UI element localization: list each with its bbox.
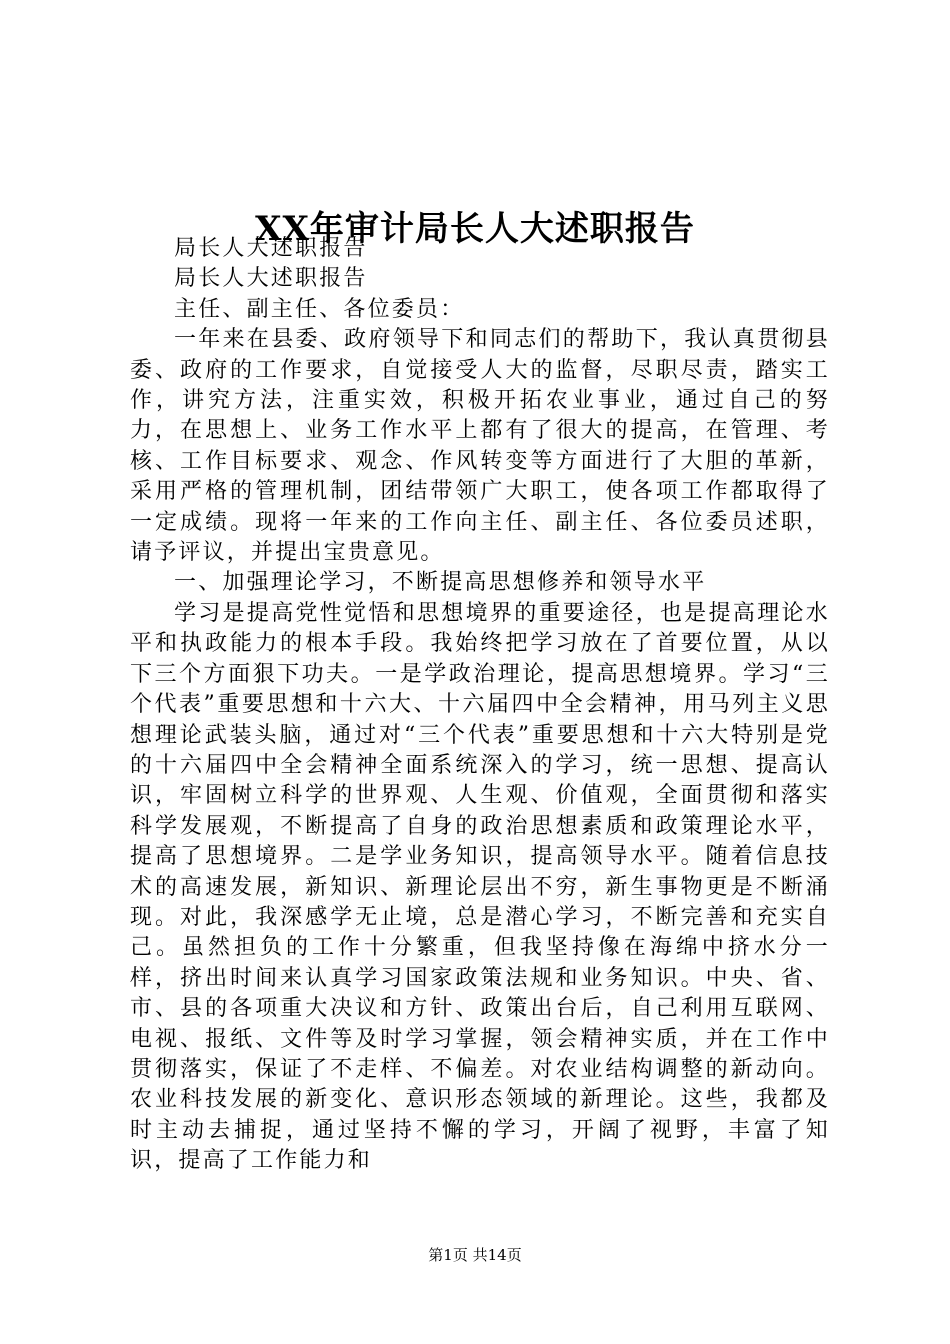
salutation: 主任、副主任、各位委员： — [174, 296, 465, 322]
section-heading: 一、加强理论学习，不断提高思想修养和领导水平 — [174, 570, 707, 596]
body-paragraph: 一年来在县委、政府领导下和同志们的帮助下，我认真贯彻县委、政府的工作要求，自觉接受人大的监督，尽职尽责，踏实工作，讲究方法，注重实效，积极开拓农业事业，通过自己的努力，在思想上、业务工作水平上都有了很大的提高，在管理、考核、工作目标要求、观念、作风转变等方面进行了大胆的革新，采用严格的管理机制，团结带领广大职工，使各项工作都取得了一定成绩。现将一年来的工作向主任、副主任、各位委员述职，请予评议，并提出宝贵意见。 — [130, 327, 830, 566]
body-paragraph: 学习是提高党性觉悟和思想境界的重要途径，也是提高理论水平和执政能力的根本手段。我始终把学习放在了首要位置，从以下三个方面狠下功夫。一是学政治理论，提高思想境界。学习“三个代表”重要思想和十六大、十六届四中全会精神，用马列主义思想理论武装头脑，通过对“三个代表”重要思想和十六大特别是党的十六届四中全会精神全面系统深入的学习，统一思想、提高认识，牢固树立科学的世界观、人生观、价值观，全面贯彻和落实科学发展观，不断提高了自身的政治思想素质和政策理论水平，提高了思想境界。二是学业务知识，提高领导水平。随着信息技术的高速发展，新知识、新理论层出不穷，新生事物更是不断涌现。对此，我深感学无止境，总是潜心学习，不断完善和充实自己。虽然担负的工作十分繁重，但我坚持像在海绵中挤水分一样，挤出时间来认真学习国家政策法规和业务知识。中央、省、市、县的各项重大决议和方针、政策出台后，自己利用互联网、电视、报纸、文件等及时学习掌握，领会精神实质，并在工作中贯彻落实，保证了不走样、不偏差。对农业结构调整的新动向。农业科技发展的新变化、意识形态领域的新理论。这些，我都及时主动去捕捉，通过坚持不懈的学习，开阔了视野，丰富了知识，提高了工作能力和 — [130, 600, 830, 1174]
document-title: XX年审计局长人大述职报告 — [255, 208, 695, 249]
subtitle-line: 局长人大述职报告 — [174, 266, 368, 292]
document-body — [130, 234, 830, 1177]
page-number: 第1页 共14页 — [428, 1246, 522, 1264]
subtitle-line: 局长人大述职报告 — [174, 236, 368, 261]
